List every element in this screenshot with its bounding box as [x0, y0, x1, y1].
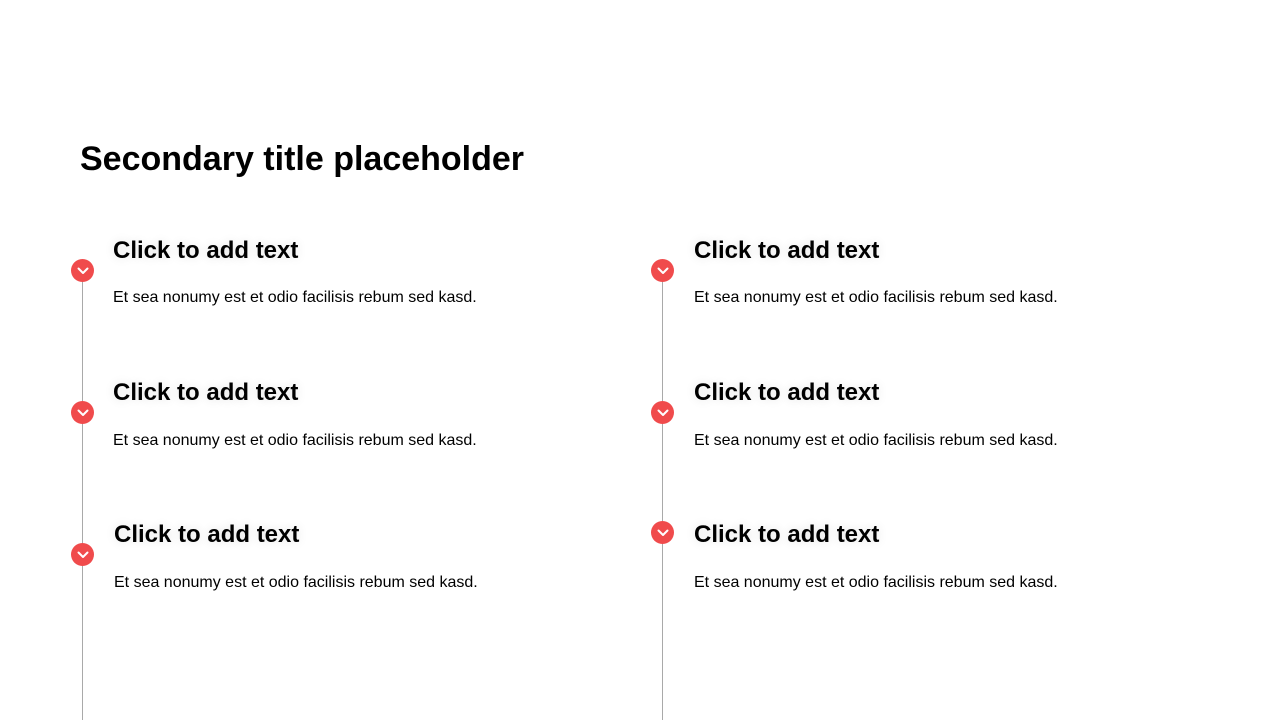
item-body-text[interactable]: Et sea nonumy est et odio facilisis rebum sed kasd. — [694, 574, 1058, 591]
timeline-line-right — [662, 270, 663, 720]
item-body-text[interactable]: Et sea nonumy est et odio facilisis rebum sed kasd. — [113, 289, 477, 306]
timeline-line-left — [82, 270, 83, 720]
item-body-text[interactable]: Et sea nonumy est et odio facilisis rebum sed kasd. — [694, 289, 1058, 306]
item-heading[interactable]: Click to add text — [113, 379, 299, 406]
item-heading[interactable]: Click to add text — [694, 379, 880, 406]
item-heading[interactable]: Click to add text — [113, 237, 299, 264]
item-body-text[interactable]: Et sea nonumy est et odio facilisis rebum sed kasd. — [114, 574, 478, 591]
chevron-down-icon — [651, 259, 674, 282]
item-body-text[interactable]: Et sea nonumy est et odio facilisis rebum sed kasd. — [694, 432, 1058, 449]
item-heading[interactable]: Click to add text — [694, 521, 880, 548]
chevron-down-icon — [71, 401, 94, 424]
item-heading[interactable]: Click to add text — [114, 521, 300, 548]
chevron-down-icon — [71, 543, 94, 566]
item-body-text[interactable]: Et sea nonumy est et odio facilisis rebum sed kasd. — [113, 432, 477, 449]
chevron-down-icon — [651, 401, 674, 424]
slide-title[interactable]: Secondary title placeholder — [80, 140, 525, 178]
chevron-down-icon — [651, 521, 674, 544]
item-heading[interactable]: Click to add text — [694, 237, 880, 264]
chevron-down-icon — [71, 259, 94, 282]
